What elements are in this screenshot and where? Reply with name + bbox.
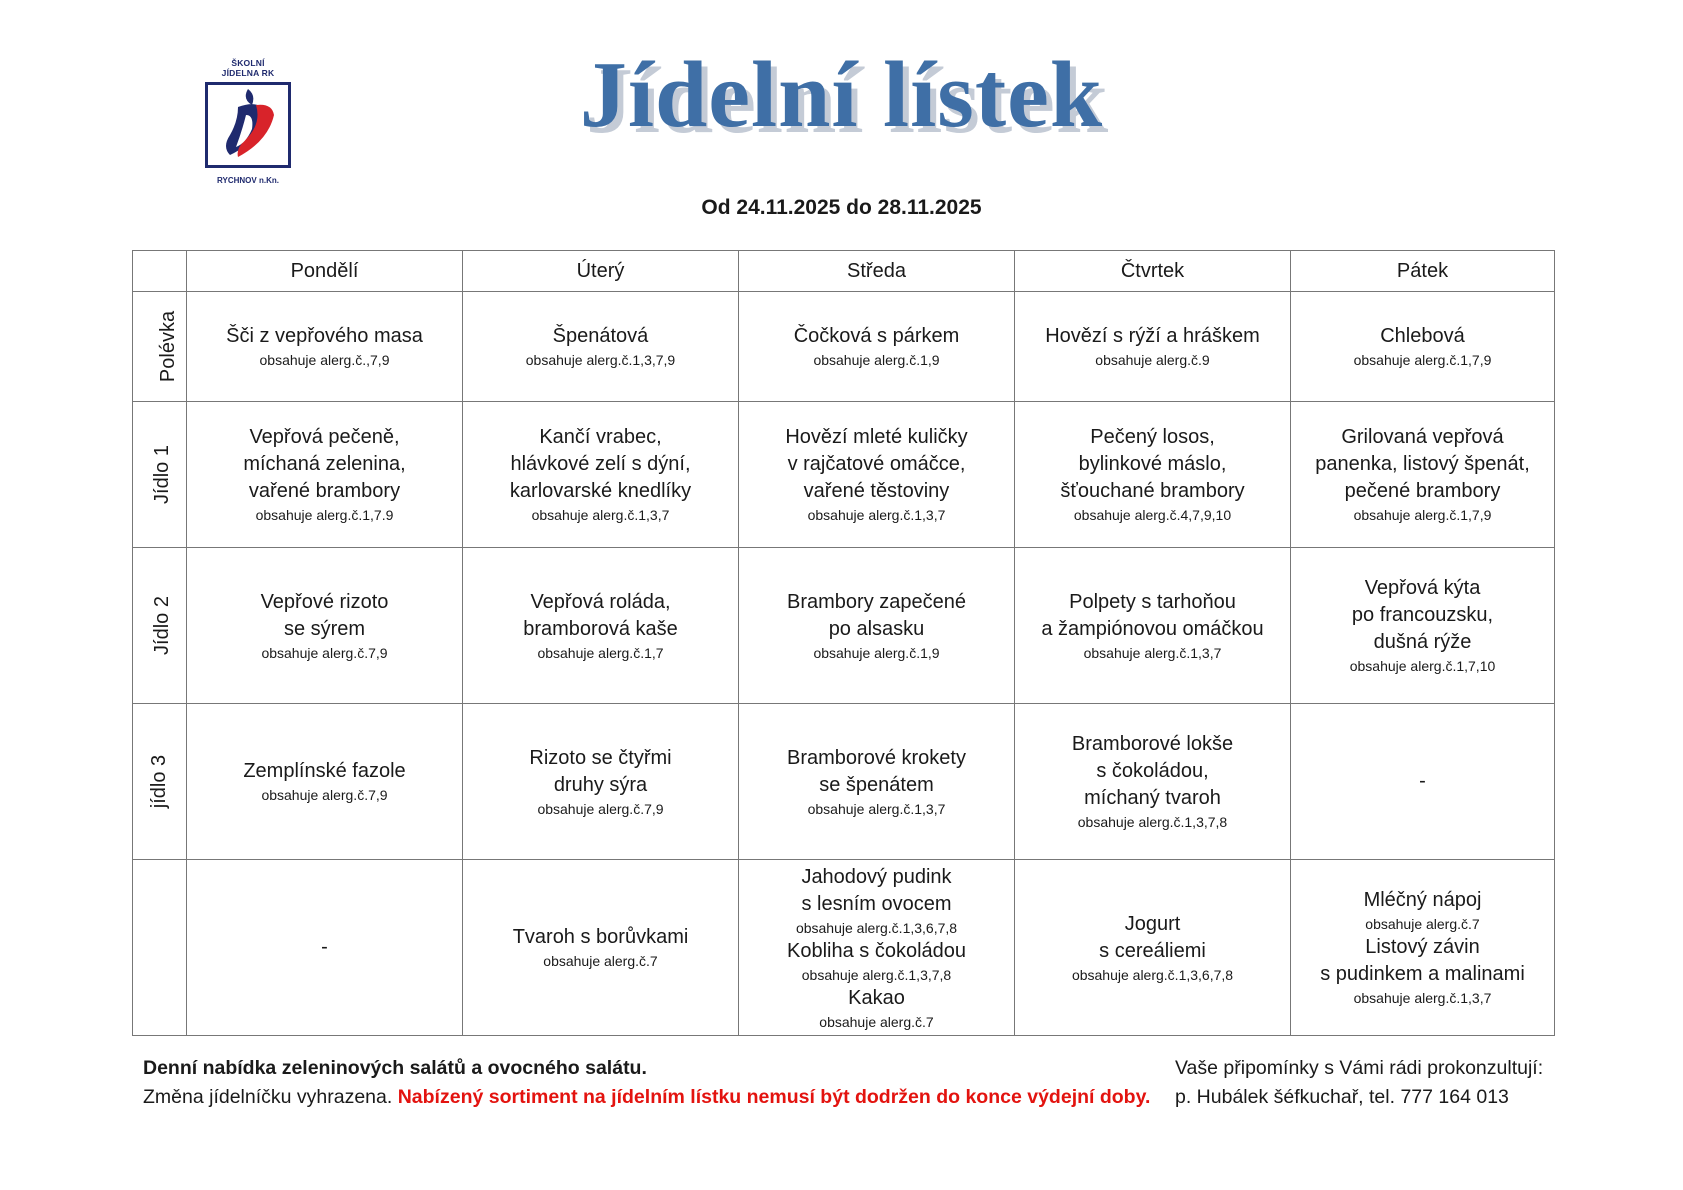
allergen-info: obsahuje alerg.č.4,7,9,10	[1073, 507, 1232, 523]
menu-row	[133, 860, 1555, 1036]
allergen-info: obsahuje alerg.č.1,9	[813, 352, 940, 368]
dish-name: Hovězí mleté kuličky v rajčatové omáčce, vařené těstoviny	[785, 426, 968, 502]
allergen-info: obsahuje alerg.č.7	[819, 1013, 934, 1030]
row-label-cell	[133, 704, 187, 860]
allergen-info: obsahuje alerg.č.7	[543, 953, 658, 969]
allergen-info: obsahuje alerg.č.1,7	[537, 644, 664, 661]
allergen-info: obsahuje alerg.č.7,9	[261, 787, 388, 803]
menu-cell-monday	[187, 704, 463, 860]
menu-cell-monday	[187, 402, 463, 548]
menu-cell-wednesday	[739, 402, 1015, 548]
menu-cell-friday	[1291, 548, 1555, 704]
menu-cell-thursday	[1015, 860, 1291, 1036]
allergen-info: obsahuje alerg.č.1,3,6,7,8	[1071, 966, 1234, 983]
dish-name: Vepřová roláda, bramborová kaše	[523, 590, 678, 640]
logo-top-text-2: JÍDELNA RK	[221, 68, 275, 78]
menu-row	[133, 402, 1555, 548]
contact-note: Vaše připomínky s Vámi rádi prokonzultují:	[1175, 1057, 1544, 1079]
row-label-cell	[133, 548, 187, 704]
allergen-info: obsahuje alerg.č.1,3,6,7,8	[795, 919, 958, 936]
chef-contact: p. Hubálek šéfkuchař, tel. 777 164 013	[1175, 1086, 1509, 1108]
dish-name: Kakao	[848, 986, 905, 1009]
row-label-cell	[133, 402, 187, 548]
logo-top-text-1: ŠKOLNÍ	[231, 58, 265, 68]
dish-name: Šči z vepřového masa	[226, 325, 423, 347]
row-label: Jídlo 2	[150, 596, 173, 655]
allergen-info: obsahuje alerg.č.1,3,7,8	[1077, 814, 1228, 830]
allergen-info: obsahuje alerg.č.1,3,7	[1353, 990, 1492, 1006]
menu-cell-monday	[187, 860, 463, 1036]
menu-period: Od 24.11.2025 do 28.11.2025	[701, 196, 982, 219]
allergen-info: obsahuje alerg.č.7,9	[537, 800, 664, 817]
allergen-info: obsahuje alerg.č.1,3,7	[531, 507, 670, 523]
footer-contact	[1175, 1054, 1543, 1112]
allergen-info: obsahuje alerg.č.1,3,7,8	[801, 966, 952, 983]
weekly-menu-table	[132, 250, 1555, 1036]
menu-cell-thursday	[1015, 292, 1291, 402]
day-header-tuesday: Úterý	[463, 251, 739, 292]
row-label: Polévka	[157, 310, 180, 383]
menu-row	[133, 548, 1555, 704]
dish-name: Chlebová	[1380, 325, 1465, 347]
dish-name: Tvaroh s borůvkami	[512, 926, 689, 948]
dish-name: Čočková s párkem	[793, 325, 960, 347]
corner-cell	[133, 251, 187, 292]
availability-warning: Nabízený sortiment na jídelním lístku nemusí být dodržen do konce výdejní doby.	[397, 1086, 1151, 1108]
menu-cell-friday	[1291, 292, 1555, 402]
day-header-monday: Pondělí	[187, 251, 463, 292]
dish-name: Mléčný nápoj	[1363, 889, 1482, 911]
dish-name: Kančí vrabec, hlávkové zelí s dýní, karlovarské knedlíky	[509, 426, 692, 502]
day-header-thursday: Čtvrtek	[1015, 251, 1291, 292]
menu-cell-friday	[1291, 704, 1555, 860]
menu-cell-wednesday	[739, 548, 1015, 704]
menu-cell-tuesday	[463, 292, 739, 402]
dish-name: Bramborové krokety se špenátem	[787, 746, 966, 796]
dish-name: Listový závin s pudinkem a malinami	[1320, 936, 1525, 985]
no-dish-dash: -	[1419, 770, 1426, 792]
menu-cell-tuesday	[463, 548, 739, 704]
menu-cell-tuesday	[463, 704, 739, 860]
allergen-info: obsahuje alerg.č.1,7,10	[1349, 658, 1496, 674]
dish-name: Bramborové lokše s čokoládou, míchaný tvaroh	[1071, 733, 1234, 809]
allergen-info: obsahuje alerg.č.9	[1095, 352, 1210, 368]
allergen-info: obsahuje alerg.č.7	[1365, 916, 1480, 932]
menu-change-note: Změna jídelníčku vyhrazena.	[143, 1086, 398, 1108]
menu-cell-friday	[1291, 402, 1555, 548]
dish-name: Jogurt s cereáliemi	[1099, 912, 1206, 962]
menu-cell-monday	[187, 292, 463, 402]
menu-cell-wednesday	[739, 292, 1015, 402]
dish-name: Pečený losos, bylinkové máslo, šťouchané brambory	[1060, 426, 1245, 502]
row-label-cell	[133, 860, 187, 1036]
menu-row	[133, 704, 1555, 860]
dish-name: Špenátová	[552, 325, 649, 347]
dish-name: Vepřová pečeně, míchaná zelenina, vařené brambory	[243, 426, 406, 502]
dish-name: Jahodový pudink s lesním ovocem	[801, 865, 952, 915]
page-title: Jídelní lístek	[579, 43, 1104, 147]
day-header-row	[133, 251, 1555, 292]
menu-cell-thursday	[1015, 402, 1291, 548]
menu-cell-thursday	[1015, 548, 1291, 704]
menu-cell-tuesday	[463, 860, 739, 1036]
day-header-wednesday: Středa	[739, 251, 1015, 292]
allergen-info: obsahuje alerg.č.1,3,7	[807, 800, 946, 817]
allergen-info: obsahuje alerg.č.1,9	[813, 644, 940, 661]
allergen-info: obsahuje alerg.č.1,7,9	[1353, 352, 1492, 368]
menu-row	[133, 292, 1555, 402]
salad-offer-note: Denní nabídka zeleninových salátů a ovocného salátu.	[143, 1057, 647, 1079]
allergen-info: obsahuje alerg.č.,7,9	[259, 352, 390, 368]
row-label-cell	[133, 292, 187, 402]
dish-name: Kobliha s čokoládou	[786, 939, 966, 962]
menu-cell-thursday	[1015, 704, 1291, 860]
allergen-info: obsahuje alerg.č.7,9	[261, 644, 388, 661]
logo-bottom-text: RYCHNOV n.Kn.	[217, 176, 279, 185]
dish-name: Grilovaná vepřová panenka, listový špenát, pečené brambory	[1315, 426, 1530, 502]
dish-name: Brambory zapečené po alsasku	[787, 590, 966, 640]
row-label: Jídlo 1	[150, 445, 173, 504]
change-note-line	[143, 1083, 1150, 1112]
allergen-info: obsahuje alerg.č.1,3,7	[807, 507, 946, 523]
row-label: jídlo 3	[148, 754, 171, 809]
dish-name: Vepřové rizoto se sýrem	[260, 590, 389, 640]
menu-cell-monday	[187, 548, 463, 704]
dish-name: Polpety s tarhoňou a žampiónovou omáčkou	[1041, 590, 1264, 640]
dish-name: Hovězí s rýží a hráškem	[1045, 325, 1260, 347]
menu-cell-wednesday	[739, 704, 1015, 860]
dish-name: Vepřová kýta po francouzsku, dušná rýže	[1351, 577, 1494, 653]
allergen-info: obsahuje alerg.č.1,3,7,9	[525, 352, 676, 368]
allergen-info: obsahuje alerg.č.1,3,7	[1083, 644, 1222, 661]
footer-notes	[143, 1054, 1150, 1112]
no-dish-dash: -	[321, 936, 328, 958]
menu-cell-tuesday	[463, 402, 739, 548]
menu-cell-wednesday	[739, 860, 1015, 1036]
dish-name: Rizoto se čtyřmi druhy sýra	[529, 746, 672, 796]
day-header-friday: Pátek	[1291, 251, 1555, 292]
menu-cell-friday	[1291, 860, 1555, 1036]
allergen-info: obsahuje alerg.č.1,7.9	[255, 507, 394, 523]
allergen-info: obsahuje alerg.č.1,7,9	[1353, 507, 1492, 523]
dish-name: Zemplínské fazole	[243, 760, 406, 782]
